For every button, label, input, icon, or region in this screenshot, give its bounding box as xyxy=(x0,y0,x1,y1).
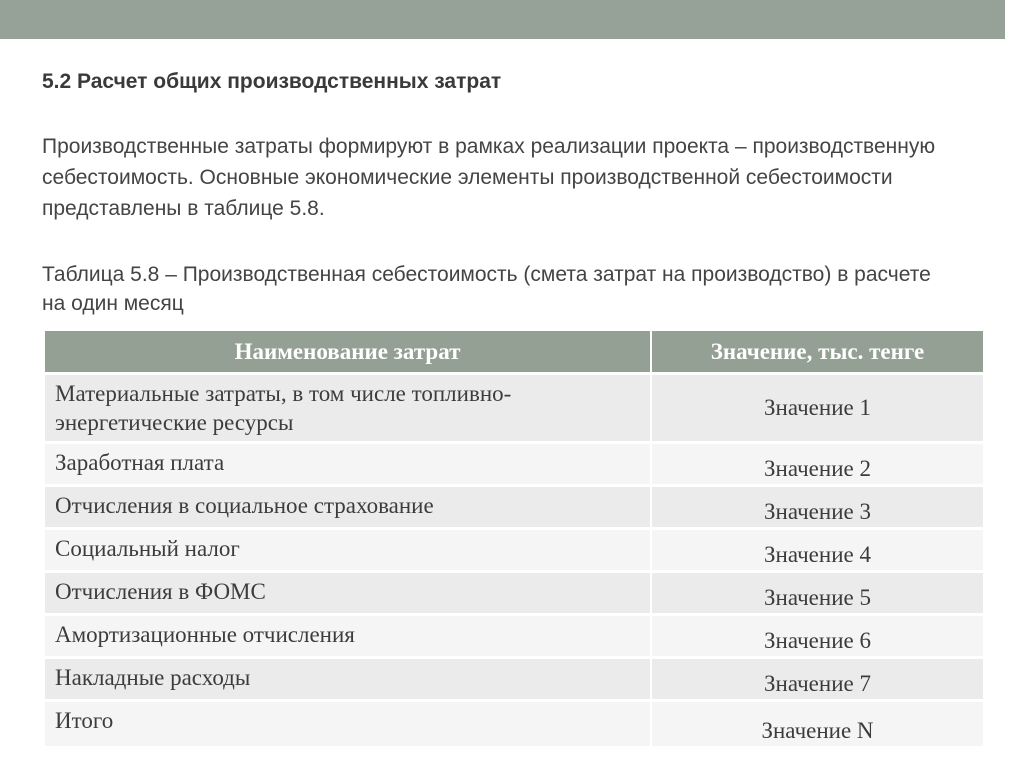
cost-name-cell: Амортизационные отчисления xyxy=(44,615,651,658)
cost-name-cell: Социальный налог xyxy=(44,529,651,572)
table-header-row xyxy=(44,330,984,374)
top-bar xyxy=(0,0,1005,39)
cost-value-cell: Значение 1 xyxy=(651,374,984,443)
header-cost-value: Значение, тыс. тенге xyxy=(651,330,984,374)
cost-value-cell: Значение 6 xyxy=(651,615,984,658)
cost-value-cell: Значение 7 xyxy=(651,658,984,701)
table-row xyxy=(44,658,984,701)
table-row xyxy=(44,615,984,658)
section-heading: 5.2 Расчет общих производственных затрат xyxy=(42,70,502,93)
cost-name-cell: Отчисления в социальное страхование xyxy=(44,486,651,529)
table-row xyxy=(44,572,984,615)
cost-name-cell: Итого xyxy=(44,701,651,747)
table-row-total xyxy=(44,701,984,747)
cost-name-cell: Накладные расходы xyxy=(44,658,651,701)
cost-name-cell: Материальные затраты, в том числе топливно-энергетические ресурсы xyxy=(44,374,651,443)
table-row xyxy=(44,443,984,486)
table-row xyxy=(44,374,984,443)
intro-paragraph: Производственные затраты формируют в рамках реализации проекта – производственную себестоимость. Основные экономические элементы производственной себестоимости представлены в таблице 5.8. xyxy=(42,135,936,220)
table-row xyxy=(44,486,984,529)
cost-value-cell: Значение 2 xyxy=(651,443,984,486)
table-row xyxy=(44,529,984,572)
header-cost-name: Наименование затрат xyxy=(44,330,651,374)
cost-table xyxy=(43,329,985,746)
cost-name-cell: Отчисления в ФОМС xyxy=(44,572,651,615)
cost-value-cell: Значение 4 xyxy=(651,529,984,572)
cost-name-cell: Заработная плата xyxy=(44,443,651,486)
cost-value-cell: Значение 3 xyxy=(651,486,984,529)
table-caption: Таблица 5.8 – Производственная себестоимость (смета затрат на производство) в расчете на один месяц xyxy=(42,263,931,315)
cost-value-cell: Значение N xyxy=(651,701,984,747)
cost-value-cell: Значение 5 xyxy=(651,572,984,615)
